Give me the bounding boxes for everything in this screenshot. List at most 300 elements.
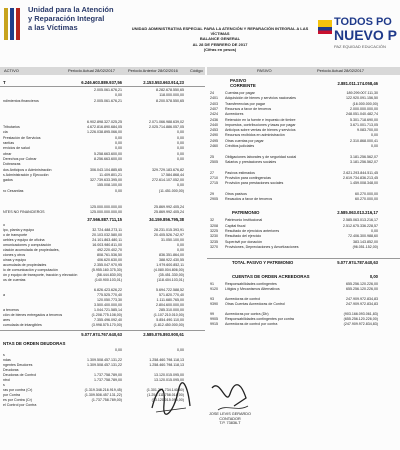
- orden-acreedora-value: 655.256.120.226,00: [346, 287, 378, 292]
- orden-deudora-value-previous: (1.254.111.758.018,00): [147, 393, 184, 398]
- logo-left-line-2: y Reparación Integral: [28, 14, 105, 23]
- patrimonio-row: [207, 245, 400, 250]
- signature-scribble-left: [148, 378, 194, 420]
- pasivo-label: PASIVO: [230, 78, 247, 83]
- pasivo-value: 189.299.007.111,30: [346, 91, 378, 95]
- activo-value-previous: 17.584.868,44: [161, 172, 184, 177]
- orden-deudora-label: es por Contra (Cr): [3, 398, 32, 403]
- patrimonio-row: [207, 218, 400, 223]
- orden-acreedora-label: Acreedoras de control por contra: [225, 322, 278, 327]
- col-periodo-actual: Periodo Actual 28/02/2017: [68, 68, 115, 73]
- pasivo-code: 24: [210, 91, 214, 95]
- activo-value-previous: 272.614.107.052,00: [152, 178, 184, 183]
- activo-row: [0, 136, 205, 141]
- pasivo-code: 2715: [210, 181, 218, 186]
- pasivo-value: 2.000.000.000,00: [350, 106, 378, 111]
- activo-no-corriente-value-current: 406.620.630,00: [97, 258, 122, 263]
- activo-row: [0, 99, 205, 104]
- pasivo-row: [207, 118, 400, 123]
- orden-acreedora-code: 9120: [210, 287, 218, 292]
- activo-value-current: 1.226.038.895.066,00: [87, 130, 122, 135]
- logo-right-line-3: PAZ EQUIDAD EDUCACIÓN: [334, 44, 386, 49]
- activo-label: NTES NO FINANCIEROS: [3, 209, 45, 214]
- pasivo-rule: [207, 258, 400, 259]
- pasivo-code: 2453: [210, 128, 218, 133]
- signature-scribble-right: [206, 376, 252, 416]
- activo-value-current: 327.739.633.395,00: [90, 178, 122, 183]
- activo-row: [0, 93, 205, 98]
- activo-row: [0, 178, 205, 183]
- pasivo-code: 2905: [210, 197, 218, 201]
- activo-value-previous: 0,00: [177, 151, 184, 156]
- activo-no-corriente-value-current: (5.955.160.375,30): [91, 268, 122, 273]
- activo-rule-2: [0, 330, 205, 331]
- orden-deudora-value-previous: 13.120.015.095,00: [154, 378, 184, 383]
- pasivo-value: 2.621.293.844.511,45: [343, 170, 378, 175]
- pasivo-label: Recaudos a favor de terceros: [225, 197, 273, 201]
- pasivo-value: 60.270.000,00: [355, 197, 378, 201]
- activo-label: gados: [3, 178, 13, 183]
- pasivo-row: [207, 176, 400, 181]
- activo-value-current: 0,00: [115, 135, 122, 140]
- activo-value-current: 0,00: [115, 141, 122, 145]
- activo-no-corriente-label: omunicaciones y computación: [3, 243, 52, 248]
- col-periodo-anterior: Periodo Anterior 28/02/2016: [128, 68, 178, 73]
- activo-no-corriente-value-previous: 0,00: [177, 243, 184, 248]
- activo-row: [0, 125, 205, 130]
- activo-label: Dobranzas: [3, 162, 21, 167]
- pasivo-code: 2407: [210, 106, 218, 111]
- orden-acreedora-label: Acreedoras de control: [225, 297, 261, 302]
- activo-no-corriente-label: ipo, planta y equipo: [3, 228, 35, 233]
- pasivo-row: [207, 112, 400, 117]
- activo-row: [0, 183, 205, 188]
- pasivo-label: Acreedores: [225, 112, 244, 117]
- patrimonio-value: 383.143.852,00: [353, 239, 378, 244]
- activo-value-current: 0,00: [115, 93, 122, 98]
- orden-deudora-value-previous: 0,00: [177, 348, 184, 353]
- pasivo-row: [207, 123, 400, 128]
- activo-value-previous: 8.282.678.550,65: [156, 88, 184, 92]
- pasivo-row: [207, 181, 400, 186]
- activo-corriente-total: 6.246.603.889.937,56: [81, 80, 122, 85]
- pasivo-code: 29: [210, 191, 214, 196]
- orden-acreedora-value: 247.909.972.834,83: [346, 302, 378, 307]
- pasivo-value: 2.310.868.000,41: [350, 138, 378, 143]
- patrimonio-label: Provisiones, Depreciaciones y Amortizaciones: [225, 244, 299, 249]
- pasivo-code: 2460: [210, 144, 218, 148]
- activo-row: [0, 88, 205, 93]
- activo-label: Tributarios: [3, 125, 20, 130]
- activo-no-corriente-label: io de comunicación y computación: [3, 268, 58, 273]
- activo-no-corriente-label: a: [3, 293, 5, 298]
- patrimonio-code: 3235: [210, 239, 218, 244]
- activo-value-current: 0,00: [115, 188, 122, 193]
- activo-no-corriente-label: a terceros: [3, 308, 19, 313]
- activo-row: [0, 152, 205, 157]
- activo-value-previous: (11.451.000,00): [158, 188, 184, 193]
- pasivo-row: [207, 96, 400, 101]
- patrimonio-row: [207, 224, 400, 229]
- activo-no-corriente-value-current: 775.525.770,40: [97, 293, 122, 298]
- activo-value-previous: 25.869.992.405,24: [154, 209, 184, 214]
- orden-acreedora-value: 247.909.972.834,83: [346, 297, 378, 302]
- orden-acreedora-label: Otras Cuentas Acreedoras de Control: [225, 302, 285, 307]
- pasivo-corriente-label: CORRIENTE: [230, 83, 256, 88]
- col-activo: ACTIVO: [4, 68, 19, 73]
- activo-row: [0, 199, 205, 204]
- activo-row: [0, 146, 205, 151]
- pasivo-label: Provisión para prestaciones sociales: [225, 181, 284, 186]
- activo-row: [0, 104, 205, 109]
- orden-acreedora-code: 9915: [210, 322, 218, 327]
- activo-no-corriente-row: [0, 323, 205, 328]
- pasivo-row: [207, 160, 400, 165]
- orden-acreedora-code: 93: [210, 297, 214, 302]
- activo-no-corriente-value-previous: 1.979.600.852,11: [156, 263, 184, 268]
- activo-no-corriente-value-current: 24.101.863.480,11: [92, 238, 122, 243]
- pasivo-value: 1.459.008.348,00: [350, 181, 378, 186]
- patrimonio-value: 0,00: [371, 228, 378, 233]
- pasivo-value: 3.671.001.713,05: [350, 122, 378, 127]
- activo-subtotal: 37.566.887.711,15: [87, 217, 122, 223]
- signer-tp: T.P. 73836-T: [219, 421, 241, 426]
- cuentas-orden-acreedoras-value: 0,00: [369, 274, 378, 280]
- col-periodo-actual-right: Periodo Actual 28/02/2017: [317, 68, 364, 73]
- patrimonio-label: Patrimonio Institucional: [225, 218, 263, 223]
- activo-no-corriente-label: cumulada de intangibles: [3, 323, 42, 328]
- pasivo-value: 5.301.718.690,00: [350, 117, 378, 122]
- activo-row: [0, 120, 205, 125]
- activo-value-current: 2.005.061.676,21: [94, 88, 122, 92]
- pasivo-label: Impuestos, contribuciones y tasas por pagar: [225, 122, 296, 127]
- activo-no-corriente-value-current: 492.220.402,70: [97, 248, 122, 253]
- pasivo-row: [207, 197, 400, 202]
- activo-no-corriente-value-current: 808.761.536,50: [97, 253, 122, 258]
- pasivo-row: [207, 192, 400, 197]
- patrimonio-row: [207, 240, 400, 245]
- patrimonio-label: Resultado del ejercicio: [225, 234, 262, 239]
- signer-name: JOSE LEVIS GERARDO: [209, 412, 251, 416]
- activo-row: [0, 205, 205, 210]
- total-pasivo-patrimonio-label: TOTAL PASIVO Y PATRIMONIO: [232, 260, 294, 266]
- patrimonio-label: PATRIMONIO: [232, 210, 260, 216]
- orden-deudora-value-previous: 1.258.460.798.118,13: [149, 363, 184, 368]
- patrimonio-value: 2.512.675.336.228,57: [343, 223, 378, 228]
- activo-no-corriente-value-previous: 1.111.680.765,00: [156, 298, 184, 303]
- pasivo-row: [207, 155, 400, 160]
- activo-no-corriente-value-current: 6.826.423.626,22: [94, 288, 122, 293]
- pasivo-corriente-total: 2.881.011.174.058,46: [337, 81, 378, 86]
- pasivo-value: 248.051.040.482,74: [346, 112, 378, 117]
- activo-row: [0, 210, 205, 215]
- activo-corriente-label: T: [3, 80, 6, 85]
- signature-block: [200, 412, 260, 426]
- orden-deudora-label: ngentes Deudores: [3, 363, 33, 368]
- activo-label: ervicios de salud: [3, 146, 30, 151]
- activo-no-corriente-value-current: 3.500.400.000,00: [94, 303, 122, 308]
- pasivo-value: (16.000.000,00): [352, 101, 378, 106]
- orden-deudora-value-current: 1.737.758.789,00: [94, 378, 122, 383]
- patrimonio-code: 3208: [210, 223, 218, 228]
- orden-deudora-label: ndas: [3, 358, 11, 363]
- activo-row: [0, 168, 205, 173]
- pasivo-label: Créditos judiciales: [225, 144, 255, 148]
- statement-heading: [130, 26, 310, 52]
- activo-value-previous: 8.200.578.550,65: [156, 98, 184, 103]
- pasivo-label: Salarios y prestaciones sociales: [225, 159, 277, 164]
- orden-deudora-label: Deudoras de Control: [3, 373, 37, 378]
- activo-subtotal-prev: 34.159.856.795,38: [149, 217, 184, 223]
- activo-rule-1: [0, 86, 205, 87]
- orden-acreedora-code: 9905: [210, 317, 218, 322]
- colombia-flag-icon: [318, 20, 332, 34]
- logo-right-line-1: TODOS PO: [334, 16, 392, 28]
- orden-deudora-value-current: 0,00: [115, 348, 122, 353]
- logo-left-line-1: Unidad para la Atención: [28, 5, 114, 14]
- activo-value-current: 125.000.000.000,00: [90, 209, 122, 214]
- pasivo-label: Pasivos estimados: [225, 170, 255, 175]
- orden-deudora-label: ras por contra (Cr): [3, 388, 33, 393]
- pasivo-label: Retención en la fuente e impuesto de timbre: [225, 117, 296, 122]
- activo-value-previous: 0,00: [177, 156, 184, 161]
- activo-no-corriente-label: os de cuentas: [3, 278, 26, 283]
- right-column-header: [207, 67, 400, 75]
- activo-label: ndimientos financieros: [3, 98, 39, 103]
- activo-no-corriente-label: uebles y equipo de oficina: [3, 238, 45, 243]
- pasivo-label: Anticipos sobre ventas de bienes y servicios: [225, 128, 296, 133]
- heading-line-title: BALANCE GENERAL: [199, 36, 241, 42]
- activo-row: [0, 141, 205, 146]
- orden-deudora-value-current: (1.737.758.789,00): [91, 398, 122, 403]
- pasivo-label: Otras cuentas por pagar: [225, 138, 264, 143]
- pasivo-code: 2505: [210, 159, 218, 164]
- patrimonio-value: (96.051.152,00): [352, 244, 378, 249]
- pasivo-row: [207, 149, 400, 154]
- orden-deudora-value-current: (1.319.348.216.919,45): [84, 388, 122, 393]
- orden-deudora-label: por Contra: [3, 393, 20, 398]
- pasivo-value: 2.619.734.836.213,45: [343, 175, 378, 180]
- activo-value-previous: 118.000.000,00: [159, 93, 184, 98]
- orden-acreedora-value: (655.256.120.226,00): [343, 317, 378, 322]
- activo-value-current: 6.902.898.327.025,25: [87, 119, 122, 124]
- pasivo-label: Recursos recibidos en administración: [225, 133, 285, 138]
- activo-no-corriente-value-previous: 2.804.600.000,00: [156, 303, 184, 308]
- orden-deudora-label: s: [3, 383, 5, 388]
- cuentas-orden-acreedoras-label: CUENTAS DE ORDEN ACREEDORAS: [232, 274, 310, 280]
- orden-acreedora-label: Acreedoras por contra (Db): [225, 312, 269, 317]
- activo-value-previous: 0,00: [177, 135, 184, 140]
- pasivo-label: Obligaciones laborales y de seguridad social: [225, 154, 297, 159]
- pasivo-row: [207, 102, 400, 107]
- activo-no-corriente-value-current: 120.050.773,30: [97, 298, 122, 303]
- total-activo: 5.077.974.767.640,63: [81, 332, 122, 338]
- activo-no-corriente-label: ciones y otros: [3, 253, 26, 258]
- pasivo-row: [207, 144, 400, 149]
- activo-row: [0, 189, 205, 194]
- patrimonio-label: Resultado de ejercicios anteriores: [225, 228, 280, 233]
- activo-no-corriente-value-previous: (1.107.210.010,00): [153, 313, 184, 318]
- orden-deudora-value-current: 1.309.508.457.131,22: [87, 363, 122, 368]
- activo-value-current: 4.672.816.890.684,05: [87, 125, 122, 130]
- orden-acreedora-code: 91: [210, 282, 214, 287]
- pasivo-row: [207, 171, 400, 176]
- pasivo-code: 2424: [210, 112, 218, 117]
- pasivo-value: 0,00: [371, 144, 378, 148]
- activo-no-corriente-value-previous: 20.405.526.742,97: [154, 233, 184, 238]
- total-pasivo-patrimonio-value: 5.077.974.787.640,63: [337, 260, 378, 266]
- activo-label: Prestación de Servicios: [3, 135, 41, 140]
- activo-no-corriente-label: o de transporte: [3, 233, 28, 238]
- patrimonio-code: 3225: [210, 228, 218, 233]
- activo-no-corriente-value-previous: 388.922.430,55: [159, 258, 184, 263]
- pasivo-value: 122.920.091.156,50: [346, 96, 378, 101]
- activo-value-previous: 0,00: [177, 183, 184, 188]
- activo-value-current: 11.409.801,21: [99, 172, 122, 177]
- orden-deudora-label: Deudoras: [3, 368, 19, 373]
- pasivo-row: [207, 107, 400, 112]
- patrimonio-code: 3270: [210, 244, 218, 249]
- activo-value-current: 2.005.061.676,21: [94, 98, 122, 103]
- pasivo-code: 2401: [210, 96, 218, 101]
- activo-row: [0, 194, 205, 199]
- activo-no-corriente-label: ón y equipo de transporte, tracción y elevación: [3, 273, 78, 278]
- pasivo-row: [207, 139, 400, 144]
- patrimonio-label: Capital fiscal: [225, 223, 246, 228]
- activo-no-corriente-value-previous: 5.694.722.588,52: [156, 288, 184, 293]
- patrimonio-row: [207, 229, 400, 234]
- pasivo-row: [207, 128, 400, 133]
- activo-no-corriente-value-current: (58.444.830,00): [96, 273, 122, 278]
- activo-no-corriente-value-current: (1.208.775.108,00): [91, 313, 122, 318]
- activo-no-corriente-value-previous: 5.854.490.110,00: [156, 318, 184, 323]
- orden-acreedora-code: 99: [210, 312, 214, 317]
- pasivo-value: 0,00: [371, 133, 378, 138]
- activo-no-corriente-label: uinas y equipo: [3, 258, 27, 263]
- total-activo-prev: 2.585.076.893.900,61: [143, 332, 184, 338]
- logo-left-line-3: a las Víctimas: [28, 23, 78, 32]
- activo-row: [0, 109, 205, 114]
- activo-value-current: 155.008.100,00: [97, 183, 122, 188]
- orden-deudora-label: el Control por Contra: [3, 403, 37, 408]
- activo-no-corriente-value-current: 2.355.047.970,95: [94, 263, 122, 268]
- activo-label: Derechos por Cobrar: [3, 156, 37, 161]
- activo-row: [0, 157, 205, 162]
- orden-deudora-value-current: 1.737.758.789,00: [94, 373, 122, 378]
- activo-no-corriente-value-current: 32.724.488.273,11: [92, 228, 122, 233]
- activo-no-corriente-value-current: (3.998.575.170,00): [91, 323, 122, 328]
- orden-deudora-label: s: [3, 353, 5, 358]
- activo-value-current: 0,00: [115, 146, 122, 151]
- left-column-header: [0, 67, 205, 75]
- activo-no-corriente-value-current: 16.003.980.811,00: [92, 243, 122, 248]
- pasivo-code: 27: [210, 170, 214, 175]
- activo-no-corriente-value-current: 20.103.032.580,00: [92, 233, 122, 238]
- activo-no-corriente-value-previous: 285.310.000,00: [159, 308, 184, 313]
- activo-value-current: 125.000.000.000,00: [90, 204, 122, 209]
- activo-value-previous: 2.025.714.886.057,05: [149, 125, 184, 130]
- activo-row: [0, 130, 205, 135]
- pasivo-value: 3.181.256.562,07: [350, 159, 378, 164]
- activo-no-corriente-value-current: (140.900.103,01): [94, 278, 122, 283]
- activo-label: rantías: [3, 141, 14, 145]
- gobierno-logo: [318, 14, 400, 54]
- pasivo-label: Provisión para contingencias: [225, 175, 271, 180]
- pasivo-value: 60.270.000,00: [355, 191, 378, 196]
- patrimonio-total: 2.585.063.013.216,17: [337, 210, 378, 216]
- orden-acreedora-value: (247.909.972.834,83): [343, 322, 378, 327]
- pasivo-value: 3.181.256.562,07: [350, 154, 378, 159]
- activo-label: ro Cesantías: [3, 188, 24, 193]
- orden-deudora-value-previous: 1.258.460.798.118,13: [149, 358, 184, 363]
- activo-no-corriente-value-previous: (118.404.103,01): [156, 278, 184, 283]
- activo-value-current: 8.256.663.600,00: [94, 156, 122, 161]
- pasivo-code: 2403: [210, 101, 218, 106]
- heading-line-units: (Cifras en pesos): [203, 46, 237, 52]
- activo-no-corriente-value-previous: (4.080.004.806,00): [153, 268, 184, 273]
- patrimonio-code: 3230: [210, 234, 218, 239]
- activo-value-previous: 0,00: [177, 141, 184, 145]
- activo-no-corriente-value-previous: (35.451.330,00): [158, 273, 184, 278]
- orden-deudora-label: ntrol: [3, 378, 10, 383]
- orden-deudora-value-previous: 13.120.015.095,00: [154, 373, 184, 378]
- activo-value-previous: 0,00: [177, 130, 184, 135]
- activo-value-previous: 329.729.183.676,82: [152, 167, 184, 172]
- pasivo-code: 2710: [210, 175, 218, 180]
- orden-deudora-value-current: 1.309.508.457.131,22: [87, 358, 122, 363]
- unidad-victimas-logo: [2, 2, 122, 48]
- orden-acreedora-code: 9390: [210, 302, 218, 307]
- orden-deudora-value-previous: (13.120.015.095,00): [151, 398, 184, 403]
- activo-no-corriente-value-current: 1.044.721.585,14: [94, 308, 122, 313]
- logo-mark-icon: [2, 6, 24, 42]
- activo-label: dos Anticipos o Administración: [3, 167, 52, 172]
- activo-no-corriente-value-previous: 31.050.100,00: [161, 238, 184, 243]
- orden-deudora-value-previous: (1.301.271.734.140,60): [146, 388, 184, 393]
- pasivo-value: 9.083.700,00: [357, 128, 378, 133]
- logo-right-line-2: NUEVO P: [334, 27, 398, 43]
- signer-role: CONTADOR: [219, 416, 241, 421]
- patrimonio-value: 2.585.063.013.216,17: [343, 218, 378, 223]
- heading-line-entity: UNIDAD ADMINISTRATIVA ESPECIAL PARA LA ATENCIÓN Y REPARACIÓN INTEGRAL A LAS VÍCTIMAS: [131, 26, 309, 37]
- activo-no-corriente-value-previous: (1.812.450.000,00): [153, 323, 184, 328]
- cuentas-orden-deudoras-label: NTAS DE ORDEN DEUDORAS: [3, 341, 66, 347]
- pasivo-code: 2495: [210, 138, 218, 143]
- activo-no-corriente-label: ciación acumulada de propiedades,: [3, 248, 60, 253]
- orden-acreedora-row: [207, 322, 400, 327]
- orden-acreedora-value: 655.256.120.226,00: [346, 282, 378, 287]
- orden-acreedora-label: Responsabilidades contingentes por contra: [225, 317, 294, 322]
- pasivo-code: 2440: [210, 122, 218, 127]
- pasivo-row: [207, 186, 400, 191]
- activo-no-corriente-value-current: 7.355.496.092,40: [94, 318, 122, 323]
- pasivo-code: 2436: [210, 117, 218, 122]
- activo-row: [0, 173, 205, 178]
- activo-label: cia: [3, 130, 8, 135]
- col-codigo: Código: [190, 68, 203, 73]
- pasivo-label: Cuentas por pagar: [225, 91, 255, 95]
- activo-no-corriente-value-previous: 28.231.015.393,91: [154, 228, 184, 233]
- pasivo-row: [207, 165, 400, 170]
- activo-value-current: 306.043.104.885,65: [90, 167, 122, 172]
- activo-row: [0, 162, 205, 167]
- patrimonio-label: Superávit por donación: [225, 239, 262, 244]
- activo-label: obrar: [3, 151, 12, 156]
- activo-no-corriente-value-previous: 836.351.864,00: [159, 253, 184, 258]
- activo-value-previous: 2.071.066.988.639,02: [149, 119, 184, 124]
- activo-no-corriente-label: acumulada de propiedades: [3, 263, 47, 268]
- activo-value-previous: 25.869.992.405,24: [154, 204, 184, 209]
